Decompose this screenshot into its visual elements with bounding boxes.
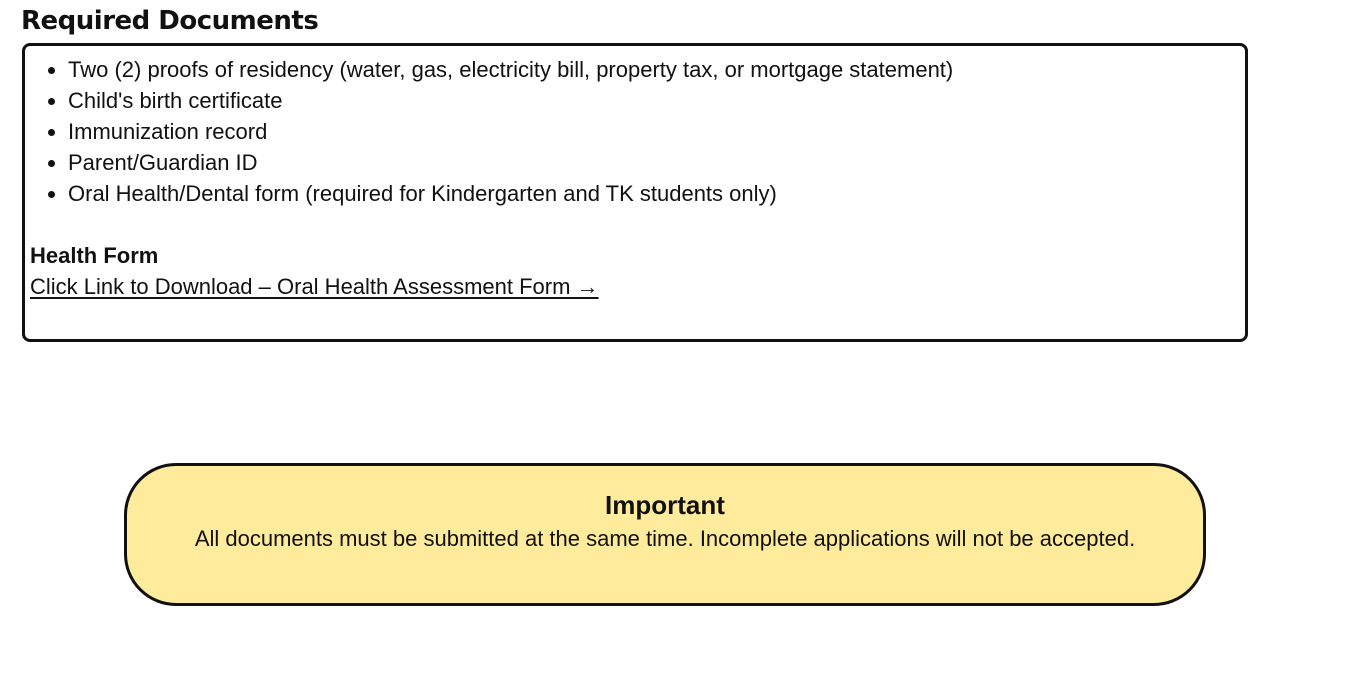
list-item: • Parent/Guardian ID	[68, 147, 953, 178]
important-title: Important	[605, 490, 725, 520]
health-form-heading: Health Form	[30, 243, 159, 268]
section-title: Required Documents	[21, 6, 319, 36]
list-item: • Immunization record	[68, 116, 953, 147]
list-item: • Child's birth certificate	[68, 85, 953, 116]
important-text: All documents must be submitted at the same time. Incomplete applications will not be accepted.	[194, 526, 1136, 551]
required-documents-list	[44, 54, 953, 209]
oral-health-form-download-link[interactable]: Click Link to Download – Oral Health Assessment Form →	[30, 274, 599, 299]
important-notice	[124, 463, 1206, 606]
list-item: • Oral Health/Dental form (required for Kindergarten and TK students only)	[68, 178, 953, 209]
list-item: • Two (2) proofs of residency (water, gas, electricity bill, property tax, or mortgage statement)	[68, 54, 953, 85]
